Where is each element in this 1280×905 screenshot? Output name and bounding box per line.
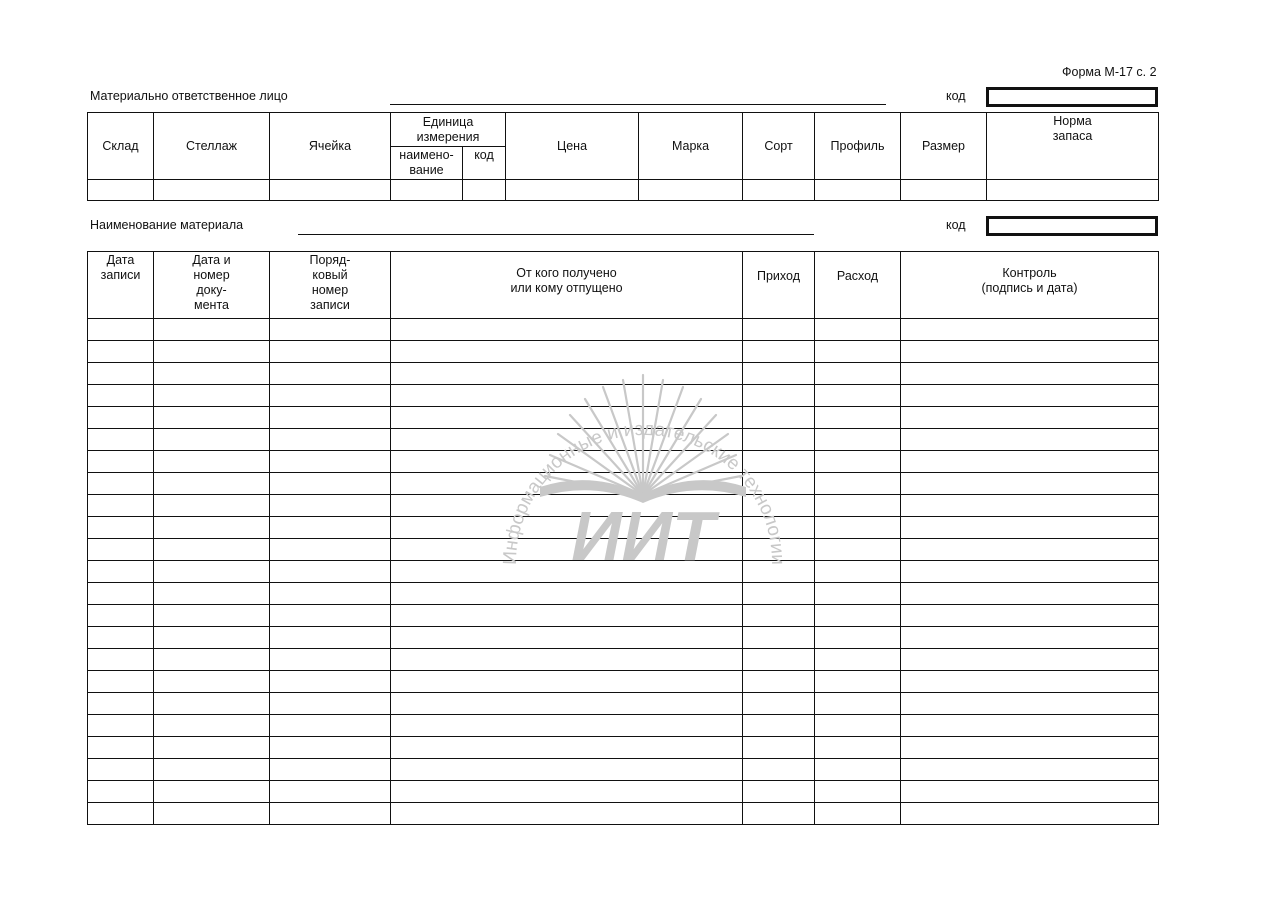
table-cell[interactable]	[270, 407, 391, 429]
table-cell[interactable]	[88, 495, 154, 517]
col-marka: Марка	[639, 113, 743, 180]
table-cell[interactable]	[88, 341, 154, 363]
col-record-date-line1: Дата	[106, 253, 135, 267]
table-cell[interactable]	[743, 649, 815, 671]
table-cell[interactable]	[88, 671, 154, 693]
responsible-code-label: код	[946, 89, 966, 103]
table-cell[interactable]	[88, 781, 154, 803]
table-cell[interactable]	[391, 759, 743, 781]
table-cell[interactable]	[270, 649, 391, 671]
col-unit-line1: Единица	[422, 114, 474, 129]
table-cell[interactable]	[901, 627, 1159, 649]
table-cell[interactable]	[901, 495, 1159, 517]
watermark-logo-text: ИИТ	[571, 497, 715, 575]
table-cell[interactable]	[815, 759, 901, 781]
col-unit-line2: измерения	[416, 129, 480, 144]
table-row	[88, 180, 1159, 201]
table-cell[interactable]	[270, 385, 391, 407]
material-name-field[interactable]	[298, 234, 814, 235]
table-row	[88, 605, 1159, 627]
table-cell[interactable]	[154, 605, 270, 627]
table-cell[interactable]	[743, 715, 815, 737]
table-cell[interactable]	[270, 561, 391, 583]
table-cell[interactable]	[901, 341, 1159, 363]
table-cell[interactable]	[815, 803, 901, 825]
col-seq-line4: записи	[310, 298, 350, 312]
col-seq-line2: ковый	[312, 268, 348, 282]
table-cell[interactable]	[154, 759, 270, 781]
iit-watermark-logo	[488, 335, 798, 575]
col-yacheyka: Ячейка	[270, 113, 391, 180]
table-cell[interactable]	[154, 517, 270, 539]
table-cell[interactable]	[815, 341, 901, 363]
table-cell[interactable]	[391, 803, 743, 825]
table-cell[interactable]	[901, 363, 1159, 385]
col-price: Цена	[506, 113, 639, 180]
table-cell[interactable]	[88, 363, 154, 385]
col-unit-name-line2: вание	[409, 163, 444, 177]
table-cell[interactable]	[270, 759, 391, 781]
table-cell[interactable]	[270, 341, 391, 363]
table-cell[interactable]	[901, 803, 1159, 825]
table-cell[interactable]	[391, 737, 743, 759]
table-cell[interactable]	[815, 429, 901, 451]
col-sort: Сорт	[743, 113, 815, 180]
col-unit-code: код	[463, 147, 506, 180]
table-cell[interactable]	[270, 671, 391, 693]
table-cell[interactable]	[815, 473, 901, 495]
table-cell[interactable]	[901, 649, 1159, 671]
table-cell[interactable]	[815, 363, 901, 385]
table-cell[interactable]	[901, 451, 1159, 473]
table-cell[interactable]	[88, 561, 154, 583]
table-cell[interactable]	[743, 737, 815, 759]
col-document	[154, 252, 270, 319]
table-cell[interactable]	[154, 671, 270, 693]
table-cell[interactable]	[88, 737, 154, 759]
table-cell[interactable]	[88, 429, 154, 451]
table-cell[interactable]	[154, 627, 270, 649]
table-cell[interactable]	[88, 605, 154, 627]
table-cell[interactable]	[901, 385, 1159, 407]
table-cell[interactable]	[901, 561, 1159, 583]
table-cell[interactable]	[815, 451, 901, 473]
table-cell[interactable]	[154, 385, 270, 407]
table-cell[interactable]	[154, 341, 270, 363]
table-cell[interactable]	[901, 583, 1159, 605]
col-seq-line3: номер	[311, 283, 349, 297]
responsible-code-box[interactable]	[986, 87, 1158, 107]
table-cell[interactable]	[391, 627, 743, 649]
table-cell[interactable]	[270, 495, 391, 517]
table-cell[interactable]	[88, 473, 154, 495]
table-row	[88, 671, 1159, 693]
table-cell[interactable]	[88, 451, 154, 473]
table-cell[interactable]	[815, 671, 901, 693]
table-cell[interactable]	[270, 429, 391, 451]
responsible-person-field[interactable]	[390, 104, 886, 105]
table-cell[interactable]	[391, 605, 743, 627]
col-seq-line1: Поряд-	[309, 253, 351, 267]
table-cell[interactable]	[815, 715, 901, 737]
col-norm-line1: Норма	[1053, 114, 1092, 128]
table-cell[interactable]	[743, 583, 815, 605]
table-cell[interactable]	[815, 693, 901, 715]
table-cell[interactable]	[88, 803, 154, 825]
col-document-line4: мента	[194, 298, 229, 312]
table-cell[interactable]	[88, 407, 154, 429]
table-cell[interactable]	[270, 473, 391, 495]
col-document-line2: номер	[193, 268, 230, 282]
table-cell[interactable]	[815, 561, 901, 583]
table-cell[interactable]	[88, 319, 154, 341]
table-cell[interactable]	[88, 627, 154, 649]
table-cell[interactable]	[901, 737, 1159, 759]
table-cell[interactable]	[270, 363, 391, 385]
watermark-arc-text: Информационные и издательские технологии	[499, 418, 789, 566]
col-record-date-line2: записи	[100, 268, 141, 282]
table-cell[interactable]	[270, 627, 391, 649]
table-cell[interactable]	[391, 715, 743, 737]
table-cell[interactable]	[743, 671, 815, 693]
table-cell[interactable]	[270, 451, 391, 473]
table-cell[interactable]	[88, 649, 154, 671]
material-code-box[interactable]	[986, 216, 1158, 236]
table-cell[interactable]	[154, 693, 270, 715]
table-cell[interactable]	[270, 539, 391, 561]
table-cell[interactable]	[88, 759, 154, 781]
table-row	[88, 781, 1159, 803]
col-from-to	[391, 252, 743, 319]
table-cell[interactable]	[901, 781, 1159, 803]
table-cell[interactable]	[743, 759, 815, 781]
table-cell[interactable]	[270, 803, 391, 825]
table-cell[interactable]	[815, 649, 901, 671]
table-cell[interactable]	[88, 693, 154, 715]
col-control	[901, 252, 1159, 319]
table-cell[interactable]	[901, 759, 1159, 781]
table-cell[interactable]	[154, 473, 270, 495]
col-size: Размер	[901, 113, 987, 180]
col-profile: Профиль	[815, 113, 901, 180]
table-cell[interactable]	[154, 649, 270, 671]
table-cell[interactable]	[901, 319, 1159, 341]
table-cell[interactable]	[743, 781, 815, 803]
table-cell[interactable]	[815, 605, 901, 627]
col-unit	[391, 113, 506, 147]
col-unit-name	[391, 147, 463, 180]
table-cell[interactable]	[270, 605, 391, 627]
table-cell[interactable]	[391, 693, 743, 715]
table-cell[interactable]	[815, 385, 901, 407]
col-document-line1: Дата и	[192, 253, 231, 267]
table-cell[interactable]	[901, 539, 1159, 561]
table-cell[interactable]	[154, 583, 270, 605]
table-cell[interactable]	[154, 495, 270, 517]
table-cell[interactable]	[88, 539, 154, 561]
table-cell[interactable]	[154, 781, 270, 803]
table-cell[interactable]	[815, 781, 901, 803]
col-document-line3: доку-	[196, 283, 227, 297]
table-cell[interactable]	[88, 517, 154, 539]
table-cell[interactable]	[154, 429, 270, 451]
form-number: Форма М-17 с. 2	[1062, 65, 1157, 79]
table-cell[interactable]	[88, 583, 154, 605]
table-cell[interactable]	[901, 671, 1159, 693]
table-cell[interactable]	[743, 803, 815, 825]
table-cell[interactable]	[815, 319, 901, 341]
table-cell[interactable]	[270, 715, 391, 737]
table-row	[88, 737, 1159, 759]
col-seq-number	[270, 252, 391, 319]
col-unit-name-line1: наимено-	[399, 148, 454, 162]
col-record-date	[88, 252, 154, 319]
col-control-line2: (подпись и дата)	[981, 280, 1078, 295]
storage-info-table	[87, 112, 1159, 201]
table-cell[interactable]	[391, 649, 743, 671]
table-cell[interactable]	[270, 583, 391, 605]
table-cell[interactable]	[901, 605, 1159, 627]
table-cell[interactable]	[270, 737, 391, 759]
table-cell[interactable]	[815, 539, 901, 561]
table-cell[interactable]	[154, 363, 270, 385]
table-cell[interactable]	[154, 451, 270, 473]
table-cell[interactable]	[815, 407, 901, 429]
col-norm-line2: запаса	[1052, 129, 1093, 143]
table-cell[interactable]	[901, 407, 1159, 429]
col-control-line1: Контроль	[1002, 265, 1057, 280]
table-row	[88, 803, 1159, 825]
table-cell[interactable]	[901, 693, 1159, 715]
table-cell[interactable]	[815, 737, 901, 759]
table-cell[interactable]	[154, 737, 270, 759]
col-norm	[987, 113, 1159, 180]
table-cell[interactable]	[815, 583, 901, 605]
col-income: Приход	[743, 252, 815, 319]
col-stellazh: Стеллаж	[154, 113, 270, 180]
table-cell[interactable]	[154, 803, 270, 825]
table-cell[interactable]	[88, 385, 154, 407]
table-row	[88, 627, 1159, 649]
table-cell[interactable]	[270, 517, 391, 539]
table-cell[interactable]	[270, 781, 391, 803]
table-cell[interactable]	[743, 693, 815, 715]
col-sklad: Склад	[88, 113, 154, 180]
table-cell[interactable]	[154, 539, 270, 561]
col-from-line1: От кого получено	[516, 265, 617, 280]
table-cell[interactable]	[815, 495, 901, 517]
col-from-line2: или кому отпущено	[510, 280, 623, 295]
table-cell[interactable]	[815, 627, 901, 649]
material-name-label: Наименование материала	[90, 218, 244, 232]
table-cell[interactable]	[901, 429, 1159, 451]
table-cell[interactable]	[815, 517, 901, 539]
table-cell[interactable]	[270, 319, 391, 341]
table-row	[88, 715, 1159, 737]
table-row	[88, 759, 1159, 781]
table-cell[interactable]	[743, 605, 815, 627]
table-row	[88, 649, 1159, 671]
table-cell[interactable]	[901, 517, 1159, 539]
table-cell[interactable]	[270, 693, 391, 715]
table-cell[interactable]	[901, 715, 1159, 737]
material-code-label: код	[946, 218, 966, 232]
table-row	[88, 583, 1159, 605]
responsible-person-label: Материально ответственное лицо	[90, 89, 288, 103]
table-cell[interactable]	[901, 473, 1159, 495]
table-cell[interactable]	[154, 407, 270, 429]
table-cell[interactable]	[391, 671, 743, 693]
table-cell[interactable]	[391, 781, 743, 803]
table-row	[88, 693, 1159, 715]
col-expense: Расход	[815, 252, 901, 319]
table-cell[interactable]	[154, 319, 270, 341]
table-cell[interactable]	[154, 561, 270, 583]
table-cell[interactable]	[391, 583, 743, 605]
table-cell[interactable]	[154, 715, 270, 737]
table-cell[interactable]	[743, 627, 815, 649]
table-cell[interactable]	[88, 715, 154, 737]
